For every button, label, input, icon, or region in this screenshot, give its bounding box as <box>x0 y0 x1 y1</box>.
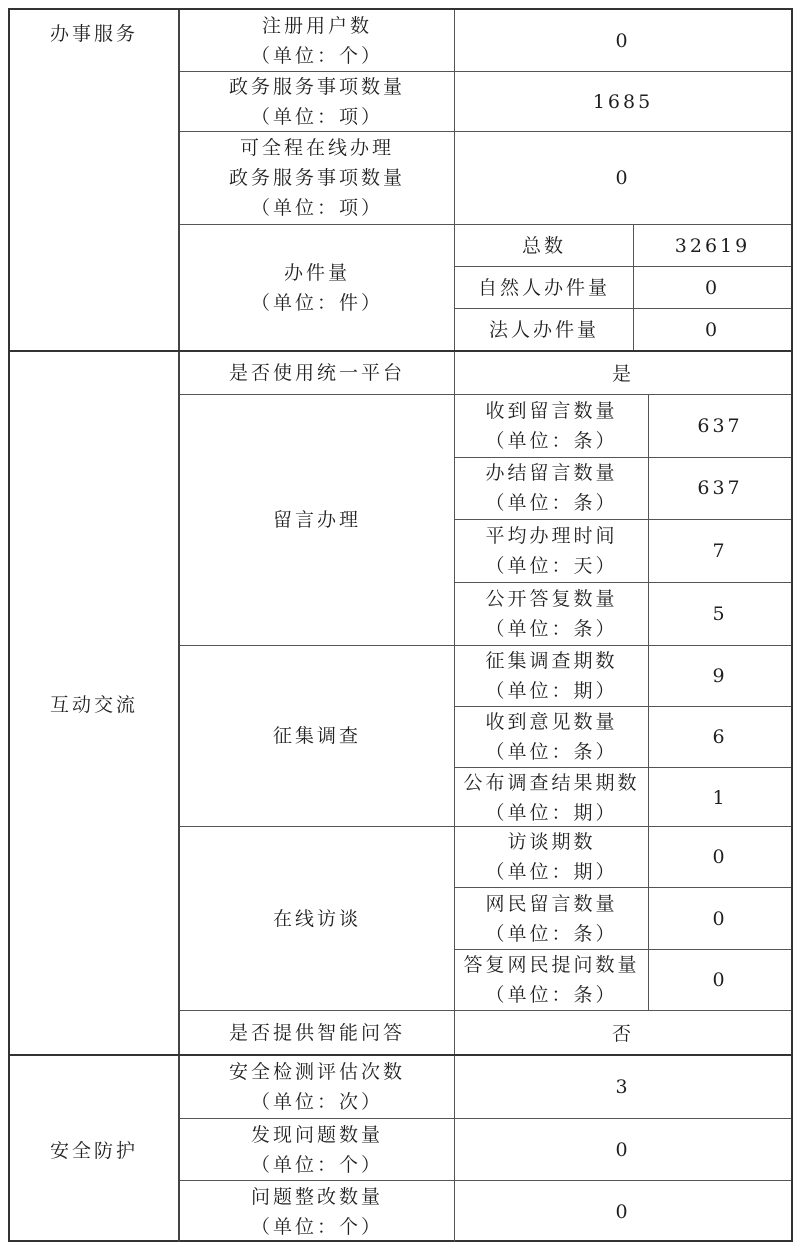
item-label-line2: 政务服务事项数量 <box>228 167 405 189</box>
sub-label-cell <box>455 888 649 948</box>
item-unit: （单位：个） <box>250 1215 383 1238</box>
value-cell: 0 <box>615 167 631 189</box>
sub-value-cell: 0 <box>712 846 728 869</box>
sub-label: 办结留言数量 <box>485 462 618 485</box>
item-cell <box>180 352 455 394</box>
table-row <box>180 1180 791 1242</box>
sub-label-cell <box>455 707 649 767</box>
sub-unit: （单位：条） <box>485 922 618 945</box>
subrows <box>455 395 791 645</box>
sub-label: 公开答复数量 <box>485 588 618 611</box>
table-row <box>180 10 791 71</box>
item-label: 政务服务事项数量 <box>228 75 405 98</box>
sub-label: 网民留言数量 <box>485 892 618 915</box>
sub-value-cell: 637 <box>697 477 743 500</box>
section-body <box>180 352 791 1054</box>
item-label: 可全程在线办理 <box>239 137 394 159</box>
subrows <box>455 827 791 1010</box>
sub-unit: （单位：条） <box>485 740 618 763</box>
item-label: 在线访谈 <box>272 907 361 930</box>
value-cell: 0 <box>615 1200 631 1223</box>
sub-value-cell: 0 <box>704 276 721 299</box>
sub-row <box>455 646 791 706</box>
sub-label: 自然人办件量 <box>477 276 610 299</box>
sub-unit: （单位：天） <box>485 555 618 578</box>
item-unit: （单位：件） <box>250 291 383 314</box>
sub-label-cell <box>455 520 649 582</box>
sub-row <box>455 887 791 948</box>
section-security <box>10 1054 791 1242</box>
sub-value-cell: 6 <box>712 725 728 748</box>
sub-value-cell: 0 <box>712 968 728 991</box>
section-name-label: 安全防护 <box>49 1139 138 1162</box>
sub-label-cell <box>455 267 634 308</box>
item-label: 是否提供智能问答 <box>228 1021 405 1044</box>
sub-value-cell: 0 <box>712 907 728 930</box>
table-row <box>180 352 791 394</box>
sub-unit: （单位：条） <box>485 492 618 515</box>
item-cell <box>180 1056 455 1118</box>
annual-report-table <box>8 8 793 1242</box>
item-cell <box>180 827 455 1010</box>
section-name <box>10 10 180 350</box>
sub-label-cell <box>455 583 649 645</box>
sub-row <box>455 266 791 308</box>
sub-row <box>455 308 791 350</box>
item-cell <box>180 395 455 645</box>
sub-value-cell: 0 <box>704 318 721 341</box>
item-cell <box>180 646 455 826</box>
sub-unit: （单位：条） <box>485 429 618 452</box>
item-label: 留言办理 <box>272 508 361 531</box>
value-cell: 3 <box>615 1076 631 1098</box>
item-unit: （单位：次） <box>250 1091 383 1113</box>
table-row <box>180 826 791 1010</box>
item-label: 安全检测评估次数 <box>228 1061 405 1083</box>
item-cell <box>180 10 455 71</box>
item-cell <box>180 1119 455 1180</box>
sub-unit: （单位：条） <box>485 618 618 641</box>
sub-row <box>455 949 791 1010</box>
sub-label: 收到留言数量 <box>485 399 618 422</box>
subrows <box>455 225 791 350</box>
sub-row <box>455 706 791 767</box>
sub-value-cell: 7 <box>712 540 728 563</box>
sub-value-cell: 9 <box>712 664 728 687</box>
section-service <box>10 10 791 350</box>
sub-row <box>455 582 791 645</box>
item-unit: （单位：项） <box>250 197 383 219</box>
sub-label: 收到意见数量 <box>485 710 618 733</box>
sub-label-cell <box>455 395 649 457</box>
item-cell <box>180 1011 455 1054</box>
table-row <box>180 131 791 224</box>
value-cell: 否 <box>611 1023 634 1046</box>
item-unit: （单位：个） <box>250 44 383 67</box>
table-row <box>180 394 791 645</box>
table-row <box>180 645 791 826</box>
section-interaction <box>10 350 791 1054</box>
table-row <box>180 1118 791 1180</box>
sub-unit: （单位：期） <box>485 801 618 824</box>
sub-row <box>455 395 791 457</box>
sub-row <box>455 519 791 582</box>
sub-label: 访谈期数 <box>507 831 596 854</box>
section-body <box>180 10 791 350</box>
item-cell <box>180 225 455 350</box>
item-label: 征集调查 <box>272 724 361 747</box>
item-label: 问题整改数量 <box>250 1185 383 1208</box>
table-row <box>180 1056 791 1118</box>
item-unit: （单位：个） <box>250 1153 383 1176</box>
section-body <box>180 1056 791 1242</box>
sub-value-cell: 32619 <box>674 234 751 257</box>
section-name <box>10 1056 180 1242</box>
sub-value-cell: 637 <box>697 414 743 437</box>
table-row <box>180 71 791 131</box>
sub-value-cell: 5 <box>712 603 728 626</box>
sub-label: 平均办理时间 <box>485 525 618 548</box>
sub-row <box>455 457 791 520</box>
section-name-label: 办事服务 <box>49 23 138 45</box>
sub-label: 答复网民提问数量 <box>463 953 640 976</box>
section-name-label: 互动交流 <box>49 693 138 716</box>
sub-unit: （单位：条） <box>485 983 618 1006</box>
sub-row <box>455 225 791 266</box>
item-label: 发现问题数量 <box>250 1123 383 1146</box>
sub-label-cell <box>455 768 649 828</box>
item-cell <box>180 1181 455 1242</box>
sub-label: 法人办件量 <box>488 318 599 341</box>
item-label: 是否使用统一平台 <box>228 361 405 384</box>
sub-row <box>455 827 791 887</box>
section-name <box>10 352 180 1054</box>
sub-unit: （单位：期） <box>485 679 618 702</box>
sub-label-cell <box>455 646 649 706</box>
sub-value-cell: 1 <box>712 786 728 809</box>
sub-label-cell <box>455 950 649 1010</box>
table-row <box>180 224 791 350</box>
subrows <box>455 646 791 826</box>
sub-unit: （单位：期） <box>485 861 618 884</box>
value-cell: 0 <box>615 1138 631 1161</box>
sub-row <box>455 767 791 828</box>
sub-label: 征集调查期数 <box>485 649 618 672</box>
sub-label-cell <box>455 309 634 350</box>
item-cell <box>180 72 455 131</box>
item-label: 注册用户数 <box>261 14 372 37</box>
sub-label-cell <box>455 225 634 266</box>
value-cell: 是 <box>611 363 634 386</box>
sub-label-cell <box>455 827 649 887</box>
item-label: 办件量 <box>283 261 350 284</box>
sub-label: 总数 <box>521 234 566 257</box>
sub-label-cell <box>455 458 649 520</box>
value-cell: 0 <box>615 29 631 52</box>
table-row <box>180 1010 791 1054</box>
value-cell: 1685 <box>592 90 654 113</box>
item-unit: （单位：项） <box>250 105 383 128</box>
item-cell <box>180 132 455 224</box>
sub-label: 公布调查结果期数 <box>463 771 640 794</box>
